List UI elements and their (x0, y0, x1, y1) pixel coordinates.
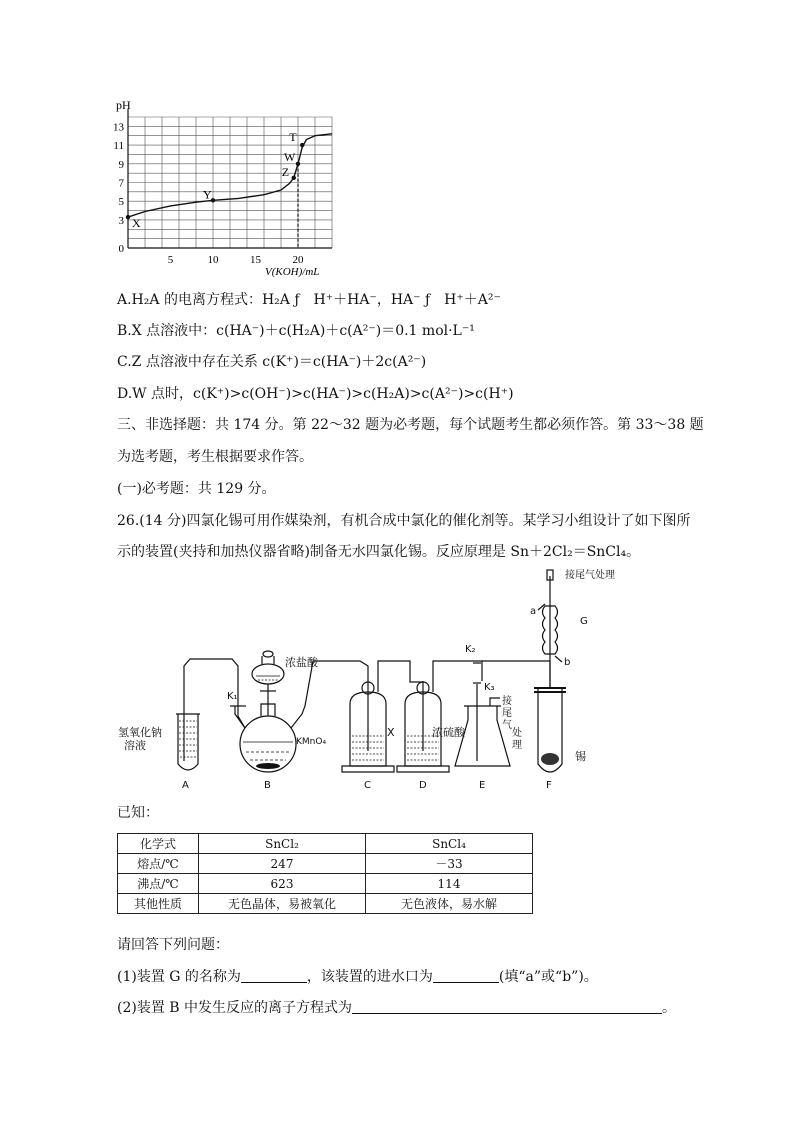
label-f: F (546, 780, 552, 791)
table-cell: －33 (366, 854, 533, 874)
q26-stem-line1: 26.(14 分)四氯化锡可用作媒染剂，有机合成中氯化的催化剂等。某学习小组设计了如下图所 (117, 513, 691, 529)
section-heading-line1: 三、非选择题：共 174 分。第 22～32 题为必考题，每个试题考生都必须作答。第 33～38 题 (117, 417, 704, 433)
properties-table (117, 833, 533, 914)
k2-label: K₂ (465, 644, 476, 655)
label-b: B (264, 780, 271, 791)
k3-label: K₃ (484, 682, 495, 693)
answer-blank-ionic-equation[interactable] (352, 999, 662, 1014)
y-tick-label: 11 (113, 140, 124, 153)
question-1 (117, 967, 598, 987)
inlet-b-label: b (564, 657, 571, 668)
answer-prompt: 请回答下列问题： (117, 937, 229, 953)
tail-e-5: 理 (512, 740, 522, 751)
tail-e-4: 处 (512, 728, 522, 739)
apparatus-g-condenser (538, 570, 562, 688)
point-z (292, 176, 296, 180)
chart-grid (128, 117, 332, 248)
question-2-part2: 。 (662, 1000, 677, 1016)
k1-label: K₁ (227, 691, 238, 702)
apparatus-d-wash-bottle (397, 661, 482, 772)
question-1-part2: ，该装置的进水口为 (306, 969, 433, 985)
point-w (296, 162, 300, 166)
x-tick-label: 20 (292, 254, 304, 266)
question-1-part3: (填“a”或“b”)。 (498, 969, 598, 985)
point-label-z: Z (281, 164, 290, 179)
x-tick-label: 5 (167, 254, 174, 266)
point-label-x: X (132, 216, 141, 231)
y-tick-label: 5 (118, 196, 124, 209)
naoh-label-1: 氢氧化钠 (118, 726, 162, 739)
table-cell: 247 (199, 854, 366, 874)
x-tick-label: 10 (207, 254, 219, 266)
hcl-label: 浓盐酸 (285, 656, 318, 669)
table-header-row (118, 834, 533, 854)
answer-blank-g-name[interactable] (241, 968, 307, 983)
tail-top-label: 接尾气处理 (565, 570, 615, 581)
y-axis-label: pH (116, 98, 131, 112)
naoh-label-2: 溶液 (124, 739, 146, 752)
option-b: B.X 点溶液中：c(HA⁻)＋c(H₂A)＋c(A²⁻)＝0.1 mol·L⁻¹ (117, 323, 475, 339)
section-heading-line2: 为选考题，考生根据要求作答。 (117, 449, 313, 465)
known-label: 已知： (117, 805, 159, 821)
tail-e-1: 接 (502, 696, 512, 707)
table-cell: 114 (366, 874, 533, 894)
point-label-t: T (289, 130, 297, 145)
tin-label: 锡 (575, 750, 586, 763)
table-header-cell: SnCl₄ (366, 834, 533, 854)
y-tick-label: 9 (118, 158, 124, 171)
inlet-a-label: a (530, 606, 537, 617)
table-row (118, 894, 533, 914)
kmno4-label: KMnO₄ (296, 737, 327, 747)
x-label: X (387, 726, 395, 739)
table-row (118, 854, 533, 874)
table-header-cell: SnCl₂ (199, 834, 366, 854)
label-e: E (479, 780, 486, 791)
table-cell: 熔点/℃ (118, 854, 199, 874)
y-tick-label: 3 (118, 214, 124, 227)
required-questions-heading: (一)必考题：共 129 分。 (117, 481, 276, 497)
question-1-part1: (1)装置 G 的名称为 (117, 969, 241, 985)
table-cell: 无色晶体，易被氧化 (199, 894, 366, 914)
point-label-y: Y (203, 187, 212, 202)
label-d: D (419, 780, 427, 791)
point-x (126, 215, 130, 219)
apparatus-diagram (110, 566, 640, 796)
x-axis-label: V(KOH)/mL (265, 266, 320, 278)
option-d: D.W 点时，c(K⁺)>c(OH⁻)>c(HA⁻)>c(H₂A)>c(A²⁻)>c(H⁺) (117, 386, 514, 402)
y-tick-label: 0 (118, 243, 124, 255)
table-header-cell: 化学式 (118, 834, 199, 854)
answer-blank-inlet[interactable] (433, 968, 499, 983)
x-tick-label: 15 (250, 254, 261, 266)
tail-e-3: 气 (502, 720, 512, 731)
apparatus-c-wash-bottle (342, 661, 410, 772)
y-tick-label: 7 (118, 177, 124, 190)
h2so4-label: 浓硫酸 (432, 726, 465, 739)
apparatus-a-test-tube (176, 659, 238, 770)
apparatus-b-flask (230, 651, 368, 772)
table-cell: 沸点/℃ (118, 874, 199, 894)
condenser-g-label: G (580, 616, 588, 627)
y-tick-label: 13 (113, 121, 124, 134)
table-cell: 无色液体，易水解 (366, 894, 533, 914)
label-c: C (364, 780, 371, 791)
q26-stem-line2: 示的装置(夹持和加热仪器省略)制备无水四氯化锡。反应原理是 Sn＋2Cl₂＝SnCl₄。 (117, 544, 641, 560)
table-cell: 623 (199, 874, 366, 894)
question-2-part1: (2)装置 B 中发生反应的离子方程式为 (117, 1000, 353, 1016)
label-a: A (182, 780, 189, 791)
option-a: A.H₂A 的电离方程式：H₂A ƒ H⁺＋HA⁻，HA⁻ ƒ H⁺＋A²⁻ (117, 292, 501, 308)
table-row (118, 874, 533, 894)
table-cell: 其他性质 (118, 894, 199, 914)
point-t (300, 143, 304, 147)
tail-e-2: 尾 (502, 708, 512, 719)
titration-chart (110, 95, 350, 280)
question-2 (117, 998, 676, 1018)
option-c: C.Z 点溶液中存在关系 c(K⁺)＝c(HA⁻)＋2c(A²⁻) (117, 354, 427, 370)
point-label-w: W (284, 149, 296, 164)
